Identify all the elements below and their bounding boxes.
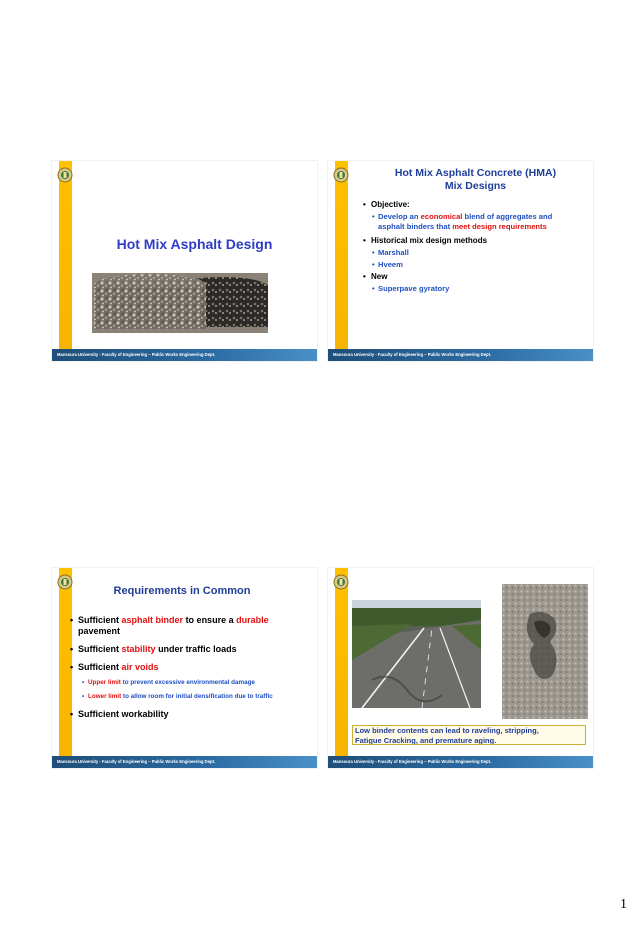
bullet-objective: • Objective: xyxy=(371,200,410,209)
caption-line-2: Fatigue Cracking, and premature aging. xyxy=(355,736,497,745)
university-logo-icon xyxy=(57,574,73,590)
slide-title xyxy=(358,167,593,193)
bullet-stability: • Sufficient stability under traffic loads xyxy=(78,644,237,654)
caption-box xyxy=(352,725,586,745)
slide-footer: Mansoura University - Faculty of Engineering – Public Works Engineering Dept. xyxy=(52,349,317,361)
slide-footer: Mansoura University - Faculty of Engineering – Public Works Engineering Dept. xyxy=(328,756,593,768)
bullet-air-voids: • Sufficient air voids xyxy=(78,662,159,672)
slide-title-line-1: Hot Mix Asphalt Concrete (HMA) xyxy=(394,167,557,179)
slide-footer: Mansoura University - Faculty of Engineering – Public Works Engineering Dept. xyxy=(52,756,317,768)
highway-road-photo xyxy=(352,600,481,708)
sub-bullet-marshall: • Marshall xyxy=(378,248,409,257)
accent-bar xyxy=(59,161,72,361)
asphalt-core-samples-photo xyxy=(92,273,268,333)
slide-title-line-2: Mix Designs xyxy=(444,180,507,192)
accent-bar xyxy=(335,161,348,361)
sub-bullet-hveem: • Hveem xyxy=(378,260,403,269)
slide-title: Requirements in Common xyxy=(113,585,251,597)
bullet-workability: • Sufficient workability xyxy=(78,709,169,719)
university-logo-icon xyxy=(57,167,73,183)
bullet-historical: • Historical mix design methods xyxy=(371,236,487,245)
slide-3 xyxy=(52,568,317,768)
bullet-new: • New xyxy=(371,272,387,281)
university-logo-icon xyxy=(333,167,349,183)
accent-bar xyxy=(335,568,348,768)
slide-title: Hot Mix Asphalt Design xyxy=(116,236,273,252)
sub-bullet-superpave: • Superpave gyratory xyxy=(378,284,449,293)
sub-bullet-objective: • Develop an economical blend of aggregates and asphalt binders that meet design requirements xyxy=(378,212,552,232)
bullet-asphalt-binder: • Sufficient asphalt binder to ensure a durable pavement xyxy=(78,615,269,637)
slide-1 xyxy=(52,161,317,361)
sub-bullet-upper-limit: • Upper limit to prevent excessive environmental damage xyxy=(88,679,255,686)
slide-2 xyxy=(328,161,593,361)
university-logo-icon xyxy=(333,574,349,590)
pothole-pavement-photo xyxy=(502,584,588,719)
page-number: 1 xyxy=(620,897,627,912)
caption-line-1: Low binder contents can lead to raveling, stripping, xyxy=(355,726,539,735)
slide-footer: Mansoura University - Faculty of Engineering – Public Works Engineering Dept. xyxy=(328,349,593,361)
sub-bullet-lower-limit: • Lower limit to allow room for initial densification due to traffic xyxy=(88,693,273,700)
slide-4 xyxy=(328,568,593,768)
